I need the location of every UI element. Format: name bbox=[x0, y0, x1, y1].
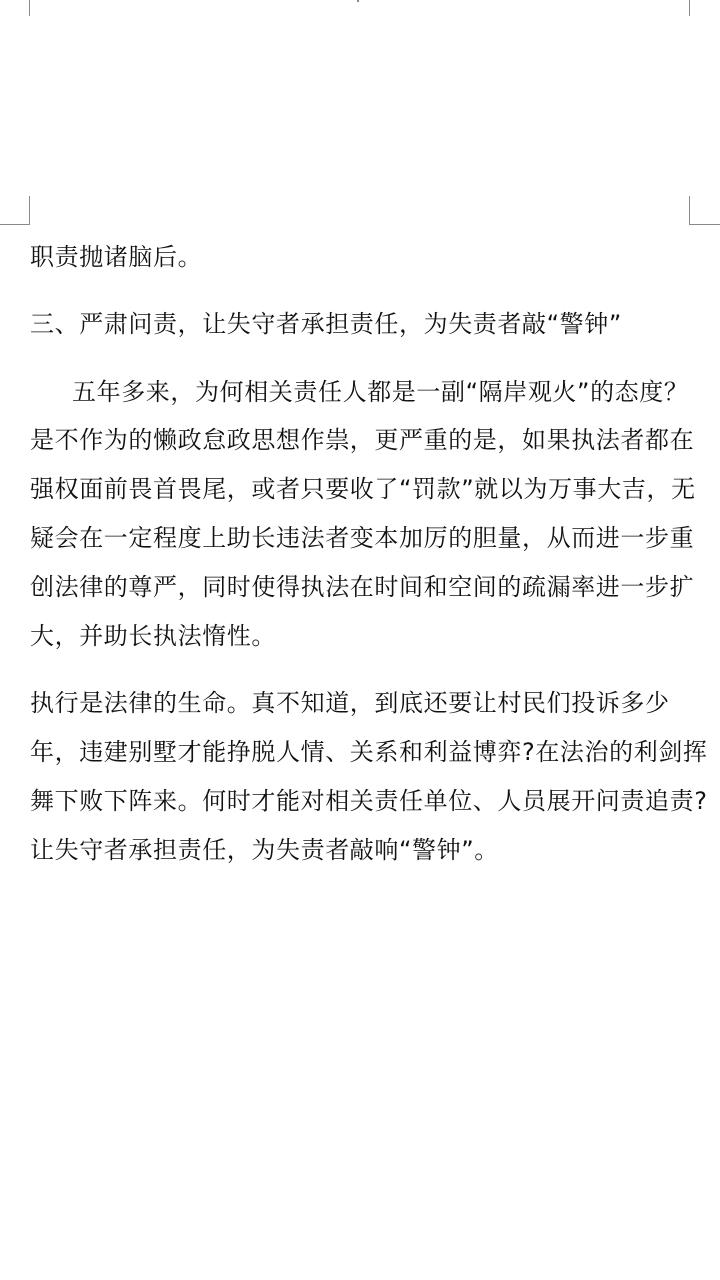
page-corner-mark-right-vertical bbox=[689, 196, 690, 225]
page-margin-mark-top-center bbox=[357, 0, 359, 2]
text-line-4: 是不作为的懒政怠政思想作祟，更严重的是，如果执法者都在 bbox=[30, 426, 695, 454]
text-line-12: 让失守者承担责任，为失责者敲响“警钟”。 bbox=[30, 836, 499, 864]
page-corner-mark-left-vertical bbox=[29, 196, 30, 225]
page-corner-mark-right-horizontal bbox=[689, 224, 720, 225]
text-line-11: 舞下败下阵来。何时才能对相关责任单位、人员展开问责追责? bbox=[30, 787, 708, 815]
text-line-3: 五年多来，为何相关责任人都是一副“隔岸观火”的态度？ bbox=[72, 378, 689, 406]
text-line-9: 执行是法律的生命。真不知道，到底还要让村民们投诉多少 bbox=[30, 689, 670, 717]
section-heading: 三、严肃问责，让失守者承担责任，为失责者敲“警钟” bbox=[30, 310, 622, 338]
text-line-1: 职责抛诸脑后。 bbox=[30, 243, 203, 271]
text-line-10: 年，违建别墅才能挣脱人情、关系和利益博弈?在法治的利剑挥 bbox=[30, 738, 708, 766]
page-margin-mark-top-left bbox=[29, 0, 30, 16]
text-line-7: 创法律的尊严，同时使得执法在时间和空间的疏漏率进一步扩 bbox=[30, 573, 695, 601]
page-margin-mark-top-right bbox=[689, 0, 690, 16]
text-line-5: 强权面前畏首畏尾，或者只要收了“罚款”就以为万事大吉，无 bbox=[30, 475, 696, 503]
text-line-6: 疑会在一定程度上助长违法者变本加厉的胆量，从而进一步重 bbox=[30, 524, 695, 552]
text-line-8: 大，并助长执法惰性。 bbox=[30, 622, 276, 650]
page-corner-mark-left-horizontal bbox=[0, 224, 30, 225]
